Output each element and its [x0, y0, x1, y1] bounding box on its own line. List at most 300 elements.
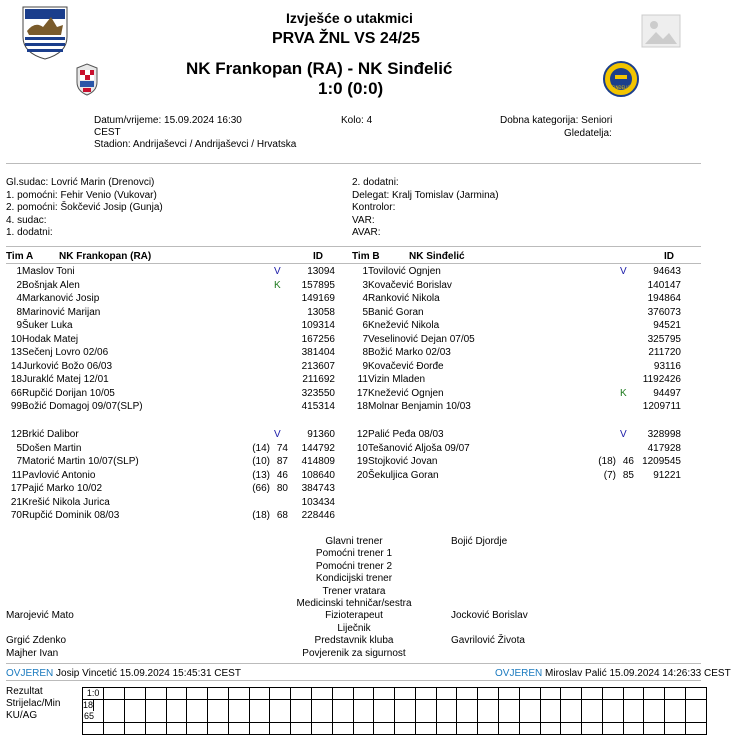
result-grid-cell: [457, 700, 478, 723]
result-grid-cell: [436, 700, 457, 723]
substitution-minute: 46: [622, 456, 634, 467]
player-id: 94521: [653, 320, 681, 331]
scorer-label: Strijelac/Min: [6, 698, 61, 709]
result-grid: [82, 687, 707, 735]
player-id: 1192426: [642, 374, 681, 385]
result-grid-cell: [187, 723, 208, 735]
player-row: [346, 428, 686, 441]
official-assistant-1: 1. pomoćni: Fehir Venio (Vukovar): [6, 189, 157, 201]
result-grid-cell: [291, 723, 312, 735]
player-row: [346, 455, 686, 468]
player-row: [0, 387, 340, 400]
player-row: [0, 455, 340, 468]
verification-right: [495, 668, 731, 679]
player-name: Palić Peđa 08/03: [368, 429, 444, 440]
result-grid-cell: [104, 700, 125, 723]
player-id: 1209545: [642, 456, 681, 467]
result-grid-cell: [291, 688, 312, 700]
player-id: 211720: [648, 347, 681, 358]
staff-role: Pomoćni trener 2: [315, 560, 393, 572]
result-grid-cell: [291, 700, 312, 723]
result-grid-cell: [249, 700, 270, 723]
result-grid-cell: [602, 700, 623, 723]
player-name: Juraklć Matej 12/01: [22, 374, 109, 385]
player-row: [0, 442, 340, 455]
player-number: 14: [10, 360, 22, 372]
result-grid-cell: [644, 688, 665, 700]
official-fourth-referee: 4. sudac:: [6, 214, 47, 226]
ku-ag-label: KU/AG: [6, 710, 38, 721]
player-name: Molnar Benjamin 10/03: [368, 401, 471, 412]
staff-role: Medicinski tehničar/sestra: [296, 598, 412, 609]
result-grid-cell: [582, 723, 603, 735]
result-grid-row: [83, 700, 707, 723]
result-grid-cell: [104, 688, 125, 700]
result-grid-cell: [208, 700, 229, 723]
result-grid-cell: [436, 723, 457, 735]
match-teams: [186, 59, 452, 79]
result-grid-cell: [270, 723, 291, 735]
player-number: 19: [356, 456, 368, 467]
substitution-minute: 87: [276, 456, 288, 467]
player-number: 8: [16, 306, 22, 318]
player-number: 99: [10, 401, 22, 412]
match-score: 1:0 (0:0): [318, 79, 384, 98]
player-role-marker: V: [274, 429, 281, 440]
result-grid-cell: [374, 700, 395, 723]
player-id: 140147: [647, 279, 681, 291]
result-grid-cell: [311, 723, 332, 735]
staff-role: Kondicijski trener: [315, 573, 393, 585]
player-id: 384743: [301, 483, 335, 494]
player-row: [0, 509, 340, 522]
result-grid-cell: [166, 688, 187, 700]
player-number: 17: [10, 483, 22, 494]
player-row: [0, 373, 340, 386]
svg-text:SINĐELIĆ: SINĐELIĆ: [611, 85, 631, 90]
staff-role: Predstavnik kluba: [314, 635, 394, 647]
official-avar: AVAR:: [352, 227, 381, 238]
player-id: 144792: [301, 442, 335, 454]
player-number: 3: [362, 279, 368, 291]
player-name: Božić Marko 02/03: [368, 347, 451, 358]
player-id: 109314: [301, 320, 335, 331]
player-role-marker: K: [620, 387, 627, 399]
result-grid-cell: [686, 688, 707, 700]
team-a-name: NK Frankopan (RA): [59, 251, 152, 262]
result-grid-cell: [145, 688, 166, 700]
result-grid-cell: [665, 700, 686, 723]
player-name: Došen Martin: [22, 442, 82, 454]
home-team-crest: [74, 62, 100, 96]
player-row: [0, 279, 340, 292]
result-grid-cell: [166, 723, 187, 735]
result-grid-cell: [395, 700, 416, 723]
player-name: Šekuljica Goran: [368, 469, 439, 481]
staff-team-a: Majher Ivan: [6, 647, 59, 659]
player-row: [346, 265, 686, 278]
player-number: 70: [10, 510, 22, 521]
result-grid-cell: [311, 700, 332, 723]
official-controller: Kontrolor:: [352, 202, 396, 213]
result-grid-cell: [644, 700, 665, 723]
player-name: Sečenj Lovro 02/06: [22, 347, 109, 358]
player-row: [0, 496, 340, 509]
divider: [6, 246, 701, 247]
player-id: 93116: [653, 360, 681, 372]
player-row: [346, 279, 686, 292]
scorer-cell: [83, 700, 104, 723]
staff-role: Trener vratara: [322, 585, 386, 597]
result-grid-cell: [374, 723, 395, 735]
player-row: [0, 265, 340, 278]
result-grid-cell: [457, 723, 478, 735]
official-main-referee: Gl.sudac: Lovrić Marin (Drenovci): [6, 177, 155, 188]
result-grid-cell: [499, 688, 520, 700]
verified-status: OVJEREN: [495, 668, 543, 679]
result-grid-cell: [228, 723, 249, 735]
player-name: Jurković Božo 06/03: [22, 360, 113, 372]
player-number: 10: [10, 333, 22, 345]
result-grid-cell: [519, 688, 540, 700]
official-var: VAR:: [352, 214, 375, 226]
substitution-minute: 68: [276, 510, 288, 521]
result-grid-cell: [540, 723, 561, 735]
result-grid-cell: [228, 700, 249, 723]
result-grid-cell: [249, 688, 270, 700]
player-row: [346, 442, 686, 455]
result-grid-cell: [623, 723, 644, 735]
result-grid-cell: [353, 723, 374, 735]
player-id: 376073: [647, 306, 681, 318]
result-grid-cell: [478, 723, 499, 735]
substitution-for: (66): [252, 483, 270, 494]
player-number: 1: [16, 266, 22, 277]
scorer-number: 18: [83, 700, 94, 710]
player-row: [0, 292, 340, 305]
result-grid-cell: [415, 700, 436, 723]
staff-team-b: Bojić Djordje: [451, 536, 508, 547]
team-b-name: NK Sinđelić: [409, 251, 465, 262]
result-grid-cell: [540, 700, 561, 723]
player-name: Matorić Martin 10/07(SLP): [22, 456, 139, 467]
match-datetime: Datum/vrijeme: 15.09.2024 16:30: [94, 115, 242, 126]
team-a-id-header: ID: [313, 251, 323, 262]
player-number: 18: [10, 374, 22, 385]
verification-left: [6, 668, 241, 679]
player-id: 194864: [647, 293, 681, 304]
divider: [6, 663, 701, 664]
staff-role: Liječnik: [337, 622, 371, 634]
player-name: Vizin Mladen: [368, 374, 426, 385]
result-grid-cell: [187, 700, 208, 723]
result-grid-cell: [582, 688, 603, 700]
staff-role: Povjerenik za sigurnost: [302, 647, 406, 659]
player-name: Maslov Toni: [22, 266, 75, 277]
result-grid-cell: [686, 723, 707, 735]
player-id: 325795: [647, 333, 681, 345]
result-grid-cell: [665, 688, 686, 700]
result-label: Rezultat: [6, 686, 43, 697]
player-number: 21: [10, 496, 22, 508]
substitution-for: (18): [252, 510, 270, 521]
match-timezone: CEST: [94, 127, 121, 138]
player-id: 213607: [301, 360, 335, 372]
player-name: Kovačević Đorđe: [368, 360, 444, 372]
verified-by: Josip Vincetić 15.09.2024 15:45:31 CEST: [56, 668, 241, 679]
official-additional-1: 1. dodatni:: [6, 227, 53, 238]
result-grid-cell: [332, 723, 353, 735]
player-row: [346, 319, 686, 332]
player-row: [346, 469, 686, 482]
player-name: Knežević Nikola: [368, 320, 440, 331]
result-grid-cell: [623, 700, 644, 723]
result-grid-cell: [166, 700, 187, 723]
substitution-for: (18): [598, 456, 616, 467]
result-grid-cell: [124, 700, 145, 723]
player-id: 94643: [653, 266, 681, 277]
player-id: 91360: [307, 429, 335, 440]
divider: [6, 680, 701, 681]
age-category: Dobna kategorija: Seniori: [500, 115, 613, 126]
player-number: 10: [356, 442, 368, 454]
player-name: Stojković Jovan: [368, 456, 438, 467]
player-row: [346, 387, 686, 400]
player-name: Božić Domagoj 09/07(SLP): [22, 401, 143, 412]
player-number: 9: [362, 360, 368, 372]
result-grid-cell: [519, 700, 540, 723]
player-id: 149169: [301, 293, 335, 304]
match-round: Kolo: 4: [341, 115, 373, 126]
player-number: 4: [16, 293, 22, 304]
result-grid-cell: [561, 723, 582, 735]
result-grid-cell: [415, 688, 436, 700]
match-stadium: Stadion: Andrijaševci / Andrijaševci / Hrvatska: [94, 139, 297, 150]
player-id: 414809: [301, 456, 335, 467]
player-id: 228446: [301, 510, 335, 521]
result-grid-cell: [208, 723, 229, 735]
result-grid-cell: [582, 700, 603, 723]
substitution-minute: 46: [276, 469, 288, 481]
divider: [6, 163, 701, 164]
spectators: Gledatelja:: [564, 128, 612, 139]
player-row: [346, 346, 686, 359]
result-grid-cell: [478, 688, 499, 700]
player-id: 157895: [301, 279, 335, 291]
player-name: Hodak Matej: [22, 333, 79, 345]
result-grid-cell: [395, 723, 416, 735]
player-id: 91221: [653, 469, 681, 481]
substitution-for: (10): [252, 456, 270, 467]
result-grid-cell: [602, 723, 623, 735]
player-number: 12: [10, 429, 22, 440]
player-name: Krešić Nikola Jurica: [22, 496, 110, 508]
result-grid-cell: [374, 688, 395, 700]
verified-by: Miroslav Palić 15.09.2024 14:26:33 CEST: [545, 668, 731, 679]
result-grid-row: [83, 688, 707, 700]
player-row: [346, 400, 686, 413]
team-separator: -: [347, 59, 354, 78]
player-id: 13094: [307, 266, 335, 277]
player-name: Pavlović Antonio: [22, 469, 96, 481]
substitution-for: (14): [252, 442, 270, 454]
result-grid-cell: [270, 700, 291, 723]
player-number: 5: [16, 442, 22, 454]
player-role-marker: V: [274, 266, 281, 277]
player-name: Banić Goran: [368, 306, 424, 318]
result-grid-cell: [519, 723, 540, 735]
result-grid-cell: [187, 688, 208, 700]
player-id: 381404: [301, 347, 335, 358]
player-row: [0, 319, 340, 332]
player-number: 2: [16, 279, 22, 291]
result-grid-cell: [540, 688, 561, 700]
substitution-minute: 85: [622, 469, 634, 481]
result-grid-cell: [499, 723, 520, 735]
player-id: 323550: [301, 387, 335, 399]
player-id: 103434: [301, 496, 335, 508]
result-grid-cell: [332, 700, 353, 723]
officials-left: [6, 177, 163, 240]
player-number: 11: [357, 374, 368, 385]
official-delegate: Delegat: Kralj Tomislav (Jarmina): [352, 189, 499, 201]
player-name: Veselinović Dejan 07/05: [368, 333, 475, 345]
result-grid-cell: [478, 700, 499, 723]
team-b-id-header: ID: [664, 251, 674, 262]
report-title: Izvješće o utakmici: [286, 10, 413, 26]
result-grid-cell: [104, 723, 125, 735]
result-grid-cell: [602, 688, 623, 700]
result-grid-cell: [228, 688, 249, 700]
staff-role: Fizioterapeut: [325, 610, 383, 622]
player-number: 7: [362, 333, 368, 345]
player-role-marker: K: [274, 279, 281, 291]
player-name: Ranković Nikola: [368, 293, 440, 304]
result-grid-cell: [353, 700, 374, 723]
result-grid-cell: [124, 688, 145, 700]
result-grid-cell: [457, 688, 478, 700]
player-row: [346, 292, 686, 305]
county-coat-of-arms: [21, 5, 69, 60]
result-grid-cell: [270, 688, 291, 700]
player-number: 6: [362, 320, 368, 331]
result-grid-cell: [83, 723, 104, 735]
officials-right: [352, 177, 499, 240]
player-name: Tešanović Aljoša 09/07: [368, 442, 470, 454]
substitution-minute: 80: [276, 483, 288, 494]
result-grid-row: [83, 723, 707, 735]
result-grid-cell: [415, 723, 436, 735]
player-name: Pajić Marko 10/02: [22, 483, 103, 494]
player-id: 211692: [302, 374, 335, 385]
staff-role: Pomoćni trener 1: [315, 548, 393, 560]
result-grid-cell: [208, 688, 229, 700]
player-number: 5: [362, 306, 368, 318]
result-grid-cell: [311, 688, 332, 700]
player-id: 108640: [301, 469, 335, 481]
player-row: [346, 306, 686, 319]
official-additional-2: 2. dodatni:: [352, 177, 399, 188]
player-number: 13: [10, 347, 22, 358]
away-team-crest: [602, 60, 640, 98]
team-a-label: Tim A: [6, 251, 34, 262]
player-row: [0, 306, 340, 319]
player-row: [0, 346, 340, 359]
player-role-marker: V: [620, 266, 627, 277]
staff-team-b: Gavrilović Života: [451, 635, 525, 647]
team-b-label: Tim B: [352, 251, 380, 262]
player-number: 11: [11, 469, 22, 481]
player-name: Kovačević Borislav: [368, 279, 452, 291]
result-grid-cell: [249, 723, 270, 735]
player-row: [0, 428, 340, 441]
scorer-minute: 65: [84, 711, 95, 721]
away-team-name: NK Sinđelić: [357, 59, 453, 78]
player-name: Markanović Josip: [22, 293, 100, 304]
player-number: 4: [362, 293, 368, 304]
player-role-marker: V: [620, 429, 627, 440]
result-grid-cell: [623, 688, 644, 700]
player-id: 94497: [653, 387, 681, 399]
result-grid-cell: [665, 723, 686, 735]
verified-status: OVJEREN: [6, 668, 54, 679]
result-grid-cell: [561, 700, 582, 723]
player-name: Rupčić Dominik 08/03: [22, 510, 120, 521]
player-number: 20: [356, 469, 368, 481]
substitution-for: (7): [603, 469, 616, 481]
player-row: [0, 360, 340, 373]
player-name: Tovilović Ognjen: [368, 266, 441, 277]
staff-team-a: Marojević Mato: [6, 610, 74, 622]
result-value: 1:0: [83, 688, 104, 700]
player-id: 167256: [301, 333, 335, 345]
result-grid-cell: [499, 700, 520, 723]
player-number: 18: [356, 401, 368, 412]
player-row: [0, 333, 340, 346]
player-row: [0, 482, 340, 495]
result-grid-cell: [145, 723, 166, 735]
player-id: 13058: [307, 306, 335, 318]
player-number: 8: [362, 347, 368, 358]
player-number: 1: [362, 266, 368, 277]
player-id: 417928: [647, 442, 681, 454]
player-number: 12: [356, 429, 368, 440]
player-name: Rupčić Dorijan 10/05: [22, 387, 115, 399]
result-grid-cell: [561, 688, 582, 700]
player-row: [346, 333, 686, 346]
player-number: 17: [356, 387, 368, 399]
player-name: Bošnjak Alen: [22, 279, 80, 291]
result-grid-cell: [436, 688, 457, 700]
result-grid-cell: [145, 700, 166, 723]
player-id: 328998: [647, 429, 681, 440]
official-assistant-2: 2. pomoćni: Šokčević Josip (Gunja): [6, 202, 163, 213]
player-row: [0, 400, 340, 413]
player-row: [346, 373, 686, 386]
divider: [6, 263, 701, 264]
player-name: Šuker Luka: [22, 320, 73, 331]
player-number: 7: [16, 456, 22, 467]
player-name: Marinović Marijan: [22, 306, 101, 318]
substitution-minute: 74: [276, 442, 288, 454]
staff-team-a: Grgić Zdenko: [6, 635, 67, 647]
player-name: Brkić Dalibor: [22, 429, 79, 440]
competition-name: PRVA ŽNL VS 24/25: [272, 30, 420, 47]
player-row: [0, 469, 340, 482]
player-number: 9: [16, 320, 22, 331]
result-grid-cell: [353, 688, 374, 700]
substitution-for: (13): [252, 469, 270, 481]
